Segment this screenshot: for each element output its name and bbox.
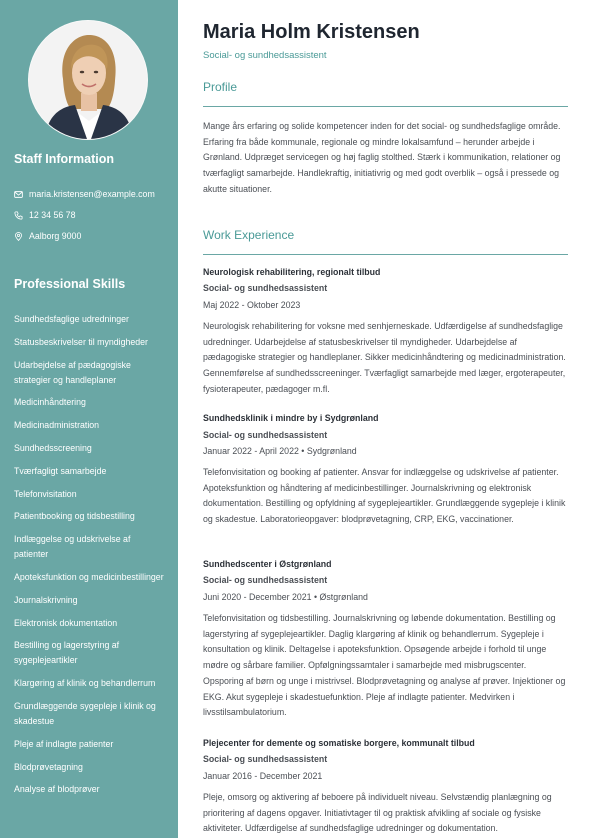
section-divider xyxy=(203,106,568,107)
skill-item: Statusbeskrivelser til myndigheder xyxy=(14,336,148,347)
profile-summary: Mange års erfaring og solide kompetencer inden for det social- og sundhedsfaglige område. Erfaring fra både kommunale, regionale og mindre lokalsamfund – herunder arbejde i Grønland. Udpræget servicegen og høj faglig stolthed. Stærk i kommunikation, relationer og tværfagligt samarbejde. Handlekraftig, initiativrig og med godt overblik – også i pressede og akutte situationer. xyxy=(203,121,561,194)
job-role: Social- og sundhedsassistent xyxy=(203,283,328,293)
phone-text: 12 34 56 78 xyxy=(29,210,76,220)
job-description: Pleje, omsorg og aktivering af beboere på individuelt niveau. Selvstændig planlægning og prioritering af dagens opgaver. Initiativtager til og praktisk afvikling af sociale og fysiske aktiviteter. Udfærdigelse af sundhedsfaglige udredninger og dokumentation. xyxy=(203,792,552,834)
skill-item: Telefonvisitation xyxy=(14,488,77,499)
location-text: Aalborg 9000 xyxy=(29,231,82,241)
job-role: Social- og sundhedsassistent xyxy=(203,575,328,585)
skill-item: Indlæggelse og udskrivelse af patienter xyxy=(14,534,131,560)
skill-item: Blodprøvetagning xyxy=(14,761,83,772)
skill-item: Bestilling og lagerstyring af sygeplejeartikler xyxy=(14,640,120,666)
skill-item: Pleje af indlagte patienter xyxy=(14,738,114,749)
email-text: maria.kristensen@example.com xyxy=(29,189,155,199)
skill-item: Patientbooking og tidsbestilling xyxy=(14,511,135,522)
sidebar xyxy=(0,0,178,838)
job-title: Neurologisk rehabilitering, regionalt tilbud xyxy=(203,267,381,277)
skill-item: Elektronisk dokumentation xyxy=(14,617,118,628)
skill-item: Apoteksfunktion og medicinbestillinger xyxy=(14,571,164,582)
job-role: Social- og sundhedsassistent xyxy=(203,430,328,440)
contact-phone[interactable] xyxy=(14,209,75,221)
job-role: Social- og sundhedsassistent xyxy=(203,754,328,764)
job-title: Sundhedsklinik i mindre by i Sydgrønland xyxy=(203,413,379,423)
job-title: Sundhedscenter i Østgrønland xyxy=(203,559,332,569)
mail-icon xyxy=(14,190,23,199)
contact-location xyxy=(14,230,81,242)
avatar xyxy=(28,20,148,140)
staff-information-heading: Staff Information xyxy=(14,152,114,166)
person-name: Maria Holm Kristensen xyxy=(203,21,420,43)
skill-item: Medicinhåndtering xyxy=(14,397,86,408)
job-date: Januar 2022 - April 2022 • Sydgrønland xyxy=(203,446,357,456)
skill-item: Grundlæggende sygepleje i klinik og skadestue xyxy=(14,700,156,726)
job-description: Telefonvisitation og tidsbestilling. Journalskrivning og løbende dokumentation. Bestilling og lagerstyring af sygeplejeartikler. Daglig klargøring af klinik og behandlerrum. Sygepleje i konsultation og klinik. Deltagelse i apoteksfunktion. Opsøgende arbejde i forhold til unge mødre og sårbare familier. Opfølgningssamtaler i samarbejde med misbrugscenter. Opsporing af børn og unge i mistrivsel. Blodprøvetagning og analyse af prøver. Injektioner og EKG. Akut sygepleje i skadestuefunktion. Pleje af indlagte patienter. Medvirken i livsstilsambulatorium. xyxy=(203,613,566,718)
skills-list xyxy=(14,312,166,805)
professional-skills-heading: Professional Skills xyxy=(14,277,126,291)
skill-item: Klargøring af klinik og behandlerrum xyxy=(14,678,156,689)
skill-item: Sundhedsscreening xyxy=(14,442,92,453)
profile-photo xyxy=(29,21,147,139)
skill-item: Analyse af blodprøver xyxy=(14,784,100,795)
work-experience-heading: Work Experience xyxy=(203,228,295,242)
skill-item: Udarbejdelse af pædagogiske strategier og handleplaner xyxy=(14,359,131,385)
job-description: Neurologisk rehabilitering for voksne med senhjerneskade. Udfærdigelse af sundhedsfaglige udredninger. Udarbejdelse af statusbeskrivelser til myndigheder. Udarbejdelse af pædagogiske strategier og handleplaner. Sikker medicinhåndtering og medicinadministration. Gennemførelse af sundhedsscreeninger. Tværfagligt samarbejde med læger, ergoterapeuter, fysioterapeuter, pædagoger m.fl. xyxy=(203,321,566,394)
job-date: Januar 2016 - December 2021 xyxy=(203,771,323,781)
job-title: Plejecenter for demente og somatiske borgere, kommunalt tilbud xyxy=(203,738,475,748)
location-pin-icon xyxy=(14,232,23,241)
skill-item: Sundhedsfaglige udredninger xyxy=(14,314,129,324)
skill-item: Medicinadministration xyxy=(14,420,100,431)
profile-heading: Profile xyxy=(203,80,238,94)
skill-item: Journalskrivning xyxy=(14,594,78,605)
job-date: Maj 2022 - Oktober 2023 xyxy=(203,300,301,310)
skill-item: Tværfagligt samarbejde xyxy=(14,465,107,476)
phone-icon xyxy=(14,211,23,220)
job-date: Juni 2020 - December 2021 • Østgrønland xyxy=(203,592,368,602)
job-description: Telefonvisitation og booking af patienter. Ansvar for indlæggelse og udskrivelse af patienter. Apoteksfunktion og håndtering af medicinbestillinger. Journalskrivning og elektronisk dokumentation. Bestilling og opfyldning af sygeplejeartikler. Grundlæggende sygepleje i klinik og skadestue. Laboratorieopgaver: blodprøvetagning, CRP, EKG, vaccinationer. xyxy=(203,467,566,525)
person-role: Social- og sundhedsassistent xyxy=(203,50,327,61)
section-divider xyxy=(203,254,568,255)
contact-email[interactable] xyxy=(14,188,155,200)
